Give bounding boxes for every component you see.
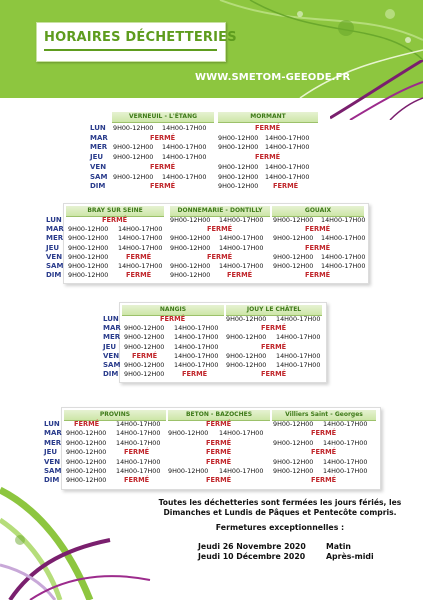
hours-cell: 14H00-17H00 xyxy=(265,172,310,181)
day-label-mer: MER xyxy=(103,333,121,342)
hours-cell: 9H00-12H00 xyxy=(170,271,211,280)
location-header: GOUAIX xyxy=(272,206,364,217)
closed-label: FERMÉ xyxy=(311,429,337,438)
hours-cell: 9H00-12H00 xyxy=(226,351,267,360)
day-label-dim: DIM xyxy=(46,271,62,280)
closed-label: FERMÉ xyxy=(124,476,150,485)
closed-label: FERMÉ xyxy=(261,370,287,379)
hours-cell: 9H00-12H00 xyxy=(68,262,109,270)
hours-cell: 14H00-17H00 xyxy=(219,467,264,475)
day-label-jeu: JEU xyxy=(103,342,117,351)
day-label-jeu: JEU xyxy=(44,448,58,457)
closures-title: Fermetures exceptionnelles : xyxy=(215,523,345,532)
day-label-ven: VEN xyxy=(46,252,63,261)
hours-cell: 9H00-12H00 xyxy=(124,333,165,342)
location-header: PROVINS xyxy=(64,410,166,421)
hours-cell: 14H00-17H00 xyxy=(323,420,368,428)
closed-label: FERMÉ xyxy=(206,457,232,466)
hours-cell: 9H00-12H00 xyxy=(113,153,154,162)
closed-label: FERMÉ xyxy=(273,182,299,191)
day-label-ven: VEN xyxy=(90,162,107,171)
hours-cell: 9H00-12H00 xyxy=(273,216,314,224)
hours-cell: 14H00-17H00 xyxy=(174,324,219,333)
holiday-note-line-2: Dimanches et Lundis de Pâques et Pentecôte compris. xyxy=(163,508,397,517)
hours-cell: 14H00-17H00 xyxy=(118,262,163,270)
hours-cell: 9H00-12H00 xyxy=(168,467,209,475)
hours-cell: 14H00-17H00 xyxy=(174,361,219,369)
closed-label: FERMÉ xyxy=(132,351,158,360)
hours-cell: 14H00-17H00 xyxy=(116,420,161,428)
day-label-ven: VEN xyxy=(103,351,120,360)
closed-label: FERMÉ xyxy=(255,124,281,132)
hours-cell: 9H00-12H00 xyxy=(66,429,107,438)
hours-cell: 14H00-17H00 xyxy=(321,216,366,224)
location-header: BRAY SUR SEINE xyxy=(66,206,164,217)
hours-cell: 14H00-17H00 xyxy=(162,153,207,162)
hours-cell: 14H00-17H00 xyxy=(162,172,207,181)
hours-cell: 9H00-12H00 xyxy=(226,333,267,342)
day-label-ven: VEN xyxy=(44,457,61,466)
hours-cell: 14H00-17H00 xyxy=(174,351,219,360)
hours-cell: 14H00-17H00 xyxy=(118,225,163,234)
day-label-sam: SAM xyxy=(103,361,121,369)
closed-label: FERMÉ xyxy=(102,216,128,224)
hours-cell: 9H00-12H00 xyxy=(218,172,259,181)
closed-label: FERMÉ xyxy=(126,271,152,280)
hours-cell: 14H00-17H00 xyxy=(265,162,310,171)
closed-label: FERMÉ xyxy=(126,252,152,261)
hours-cell: 9H00-12H00 xyxy=(68,234,109,243)
hours-cell: 9H00-12H00 xyxy=(124,361,165,369)
location-header: DONNEMARIE - DONTILLY xyxy=(170,206,270,217)
hours-cell: 14H00-17H00 xyxy=(323,457,368,466)
day-label-sam: SAM xyxy=(90,172,108,181)
closed-label: FERMÉ xyxy=(206,448,232,457)
holiday-note-line-1: Toutes les déchetteries sont fermées les jours fériés, les xyxy=(158,498,402,507)
hours-cell: 9H00-12H00 xyxy=(218,143,259,152)
hours-cell: 14H00-17H00 xyxy=(174,342,219,351)
day-label-lun: LUN xyxy=(44,420,60,428)
day-label-mer: MER xyxy=(90,143,108,152)
hours-cell: 9H00-12H00 xyxy=(66,476,107,485)
closed-label: FERMÉ xyxy=(160,315,186,323)
closed-label: FERMÉ xyxy=(305,243,331,252)
day-label-sam: SAM xyxy=(44,467,62,475)
hours-cell: 14H00-17H00 xyxy=(116,467,161,475)
hours-cell: 14H00-17H00 xyxy=(162,124,207,132)
hours-cell: 9H00-12H00 xyxy=(68,225,109,234)
hours-cell: 14H00-17H00 xyxy=(321,234,366,243)
closure-date-2: Jeudi 10 Décembre 2020 xyxy=(198,552,306,561)
day-label-dim: DIM xyxy=(90,182,106,191)
hours-cell: 14H00-17H00 xyxy=(276,315,321,323)
day-label-mar: MAR xyxy=(46,225,64,234)
hours-cell: 9H00-12H00 xyxy=(66,467,107,475)
hours-cell: 9H00-12H00 xyxy=(66,457,107,466)
hours-cell: 9H00-12H00 xyxy=(226,361,267,369)
hours-cell: 14H00-17H00 xyxy=(118,234,163,243)
day-label-lun: LUN xyxy=(103,315,119,323)
hours-cell: 9H00-12H00 xyxy=(273,234,314,243)
hours-cell: 14H00-17H00 xyxy=(321,262,366,270)
location-header: NANGIS xyxy=(122,305,224,316)
closure-date-1: Jeudi 26 Novembre 2020 xyxy=(198,542,306,551)
day-label-sam: SAM xyxy=(46,262,64,270)
day-label-mer: MER xyxy=(46,234,64,243)
hours-cell: 9H00-12H00 xyxy=(218,182,259,191)
closed-label: FERMÉ xyxy=(124,448,150,457)
hours-cell: 9H00-12H00 xyxy=(226,315,267,323)
closed-label: FERMÉ xyxy=(305,225,331,234)
closed-label: FERMÉ xyxy=(206,476,232,485)
holiday-note xyxy=(150,498,410,518)
hours-cell: 14H00-17H00 xyxy=(323,438,368,447)
location-header: MORMANT xyxy=(218,112,318,123)
hours-cell: 14H00-17H00 xyxy=(219,429,264,438)
day-label-jeu: JEU xyxy=(90,153,104,162)
hours-cell: 9H00-12H00 xyxy=(113,143,154,152)
day-label-mar: MAR xyxy=(44,429,62,438)
closed-label: FERMÉ xyxy=(74,420,100,428)
day-label-lun: LUN xyxy=(46,216,62,224)
hours-cell: 14H00-17H00 xyxy=(219,262,264,270)
hours-cell: 14H00-17H00 xyxy=(116,429,161,438)
day-label-mar: MAR xyxy=(103,324,121,333)
closed-label: FERMÉ xyxy=(182,370,208,379)
decorative-bottom-swirl-icon xyxy=(0,470,160,600)
hours-cell: 14H00-17H00 xyxy=(162,143,207,152)
hours-cell: 9H00-12H00 xyxy=(273,252,314,261)
day-label-mer: MER xyxy=(44,438,62,447)
closure-period-1: Matin xyxy=(326,542,351,551)
closed-label: FERMÉ xyxy=(311,448,337,457)
location-header: JOUY LE CHÂTEL xyxy=(226,305,322,316)
day-label-lun: LUN xyxy=(90,124,106,132)
closed-label: FERMÉ xyxy=(311,476,337,485)
hours-cell: 9H00-12H00 xyxy=(170,243,211,252)
closed-label: FERMÉ xyxy=(255,153,281,162)
hours-cell: 14H00-17H00 xyxy=(265,143,310,152)
page-title: HORAIRES DÉCHETTERIES xyxy=(44,30,237,45)
hours-cell: 14H00-17H00 xyxy=(219,243,264,252)
hours-cell: 9H00-12H00 xyxy=(273,262,314,270)
hours-cell: 9H00-12H00 xyxy=(273,438,314,447)
hours-cell: 9H00-12H00 xyxy=(273,467,314,475)
hours-cell: 9H00-12H00 xyxy=(218,162,259,171)
hours-cell: 9H00-12H00 xyxy=(168,429,209,438)
hours-cell: 14H00-17H00 xyxy=(174,333,219,342)
hours-cell: 14H00-17H00 xyxy=(321,252,366,261)
hours-cell: 14H00-17H00 xyxy=(265,133,310,142)
hours-cell: 14H00-17H00 xyxy=(323,467,368,475)
day-label-dim: DIM xyxy=(103,370,119,379)
day-label-mar: MAR xyxy=(90,133,108,142)
hours-cell: 9H00-12H00 xyxy=(124,370,165,379)
hours-cell: 14H00-17H00 xyxy=(219,234,264,243)
closed-label: FERMÉ xyxy=(305,271,331,280)
hours-cell: 9H00-12H00 xyxy=(124,324,165,333)
hours-cell: 9H00-12H00 xyxy=(273,457,314,466)
hours-cell: 9H00-12H00 xyxy=(68,243,109,252)
hours-cell: 9H00-12H00 xyxy=(218,133,259,142)
closed-label: FERMÉ xyxy=(227,271,253,280)
closure-period-2: Après-midi xyxy=(326,552,374,561)
closed-label: FERMÉ xyxy=(261,342,287,351)
hours-cell: 9H00-12H00 xyxy=(273,420,314,428)
website-link[interactable]: WWW.SMETOM-GEEODE.FR xyxy=(195,72,351,83)
hours-cell: 14H00-17H00 xyxy=(116,438,161,447)
closed-label: FERMÉ xyxy=(261,324,287,333)
hours-cell: 14H00-17H00 xyxy=(118,243,163,252)
hours-cell: 14H00-17H00 xyxy=(276,361,321,369)
location-header: VERNEUIL - L'ÉTANG xyxy=(112,112,214,123)
location-header: Villiers Saint - Georges xyxy=(272,410,376,421)
location-header: BETON - BAZOCHES xyxy=(168,410,270,421)
closed-label: FERMÉ xyxy=(206,420,232,428)
closed-label: FERMÉ xyxy=(207,252,233,261)
day-label-jeu: JEU xyxy=(46,243,60,252)
hours-cell: 9H00-12H00 xyxy=(66,448,107,457)
hours-cell: 9H00-12H00 xyxy=(170,262,211,270)
title-underline xyxy=(44,49,217,51)
closed-label: FERMÉ xyxy=(150,162,176,171)
hours-cell: 9H00-12H00 xyxy=(68,271,109,280)
hours-cell: 9H00-12H00 xyxy=(113,124,154,132)
purple-swoosh-icon xyxy=(330,60,423,120)
hours-cell: 9H00-12H00 xyxy=(68,252,109,261)
closed-label: FERMÉ xyxy=(207,225,233,234)
hours-cell: 14H00-17H00 xyxy=(219,216,264,224)
hours-cell: 9H00-12H00 xyxy=(170,234,211,243)
closed-label: FERMÉ xyxy=(150,133,176,142)
closed-label: FERMÉ xyxy=(150,182,176,191)
hours-cell: 14H00-17H00 xyxy=(116,457,161,466)
hours-cell: 14H00-17H00 xyxy=(276,351,321,360)
hours-cell: 14H00-17H00 xyxy=(276,333,321,342)
hours-cell: 9H00-12H00 xyxy=(170,216,211,224)
hours-cell: 9H00-12H00 xyxy=(124,342,165,351)
closed-label: FERMÉ xyxy=(206,438,232,447)
day-label-dim: DIM xyxy=(44,476,60,485)
hours-cell: 9H00-12H00 xyxy=(66,438,107,447)
hours-cell: 9H00-12H00 xyxy=(113,172,154,181)
